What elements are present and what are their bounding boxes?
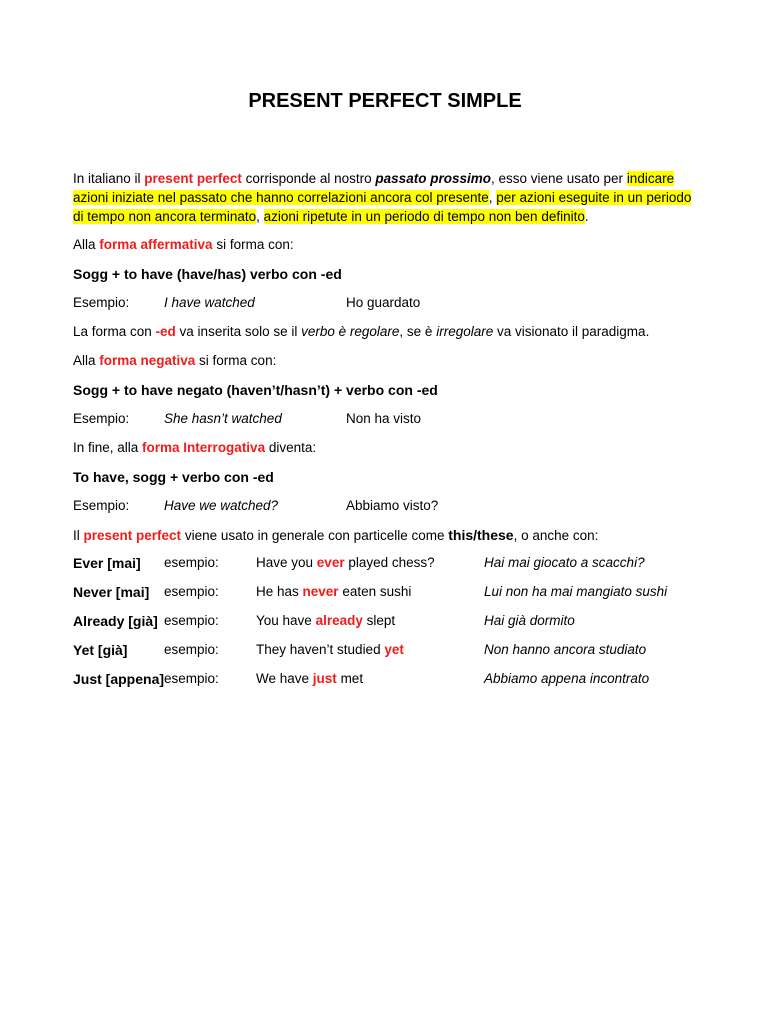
highlight-2: per azioni eseguite in un periodo di tempo non ancora terminato [73, 190, 692, 224]
affermativa-intro: Alla forma affermativa si forma con: [73, 237, 294, 252]
forma-affermativa: forma affermativa [99, 237, 213, 252]
forma-negativa: forma negativa [99, 353, 196, 368]
ed-note: La forma con -ed va inserita solo se il verbo è regolare, se è irregolare va visionato il paradigma. [73, 324, 650, 339]
affermativa-example: Esempio: I have watched Ho guardato [73, 295, 421, 310]
intro-paragraph: In italiano il present perfect corrisponde al nostro passato prossimo, esso viene usato per indicare azioni iniziate nel passato che hanno correlazioni ancora col presente, per azioni eseguite in un periodo di tempo non ancora terminato, azioni ripetute in un periodo di tempo non ben definito. [73, 171, 692, 224]
particle-row: Ever [mai] esempio: Have you ever played chess? Hai mai giocato a scacchi? [73, 555, 645, 571]
particle-row: Never [mai] esempio: He has never eaten sushi Lui non ha mai mangiato sushi [73, 584, 668, 600]
highlight-3: azioni ripetute in un periodo di tempo non ben definito [263, 209, 585, 224]
interrogativa-intro: In fine, alla forma Interrogativa diventa: [73, 440, 317, 455]
particle-row: Already [già] esempio: You have already slept Hai già dormito [73, 613, 575, 629]
negativa-rule: Sogg + to have negato (haven’t/hasn’t) + verbo con -ed [73, 382, 438, 398]
interrogativa-example: Esempio: Have we watched? Abbiamo visto? [73, 498, 439, 513]
usage-intro: Il present perfect viene usato in generale con particelle come this/these, o anche con: [73, 527, 599, 543]
term-passato-prossimo: passato prossimo [375, 171, 491, 186]
forma-interrogativa: forma Interrogativa [142, 440, 266, 455]
highlight-1: indicare azioni iniziate nel passato che hanno correlazioni ancora col presente [73, 171, 675, 205]
page-title: PRESENT PERFECT SIMPLE [248, 90, 522, 112]
particle-row: Yet [già] esempio: They haven’t studied yet Non hanno ancora studiato [73, 642, 647, 658]
affermativa-rule: Sogg + to have (have/has) verbo con -ed [73, 266, 342, 282]
term-present-perfect: present perfect [144, 171, 242, 186]
particle-row: Just [appena] esempio: We have just met Abbiamo appena incontrato [73, 671, 650, 687]
interrogativa-rule: To have, sogg + verbo con -ed [73, 469, 274, 485]
negativa-intro: Alla forma negativa si forma con: [73, 353, 277, 368]
negativa-example: Esempio: She hasn’t watched Non ha visto [73, 411, 422, 426]
